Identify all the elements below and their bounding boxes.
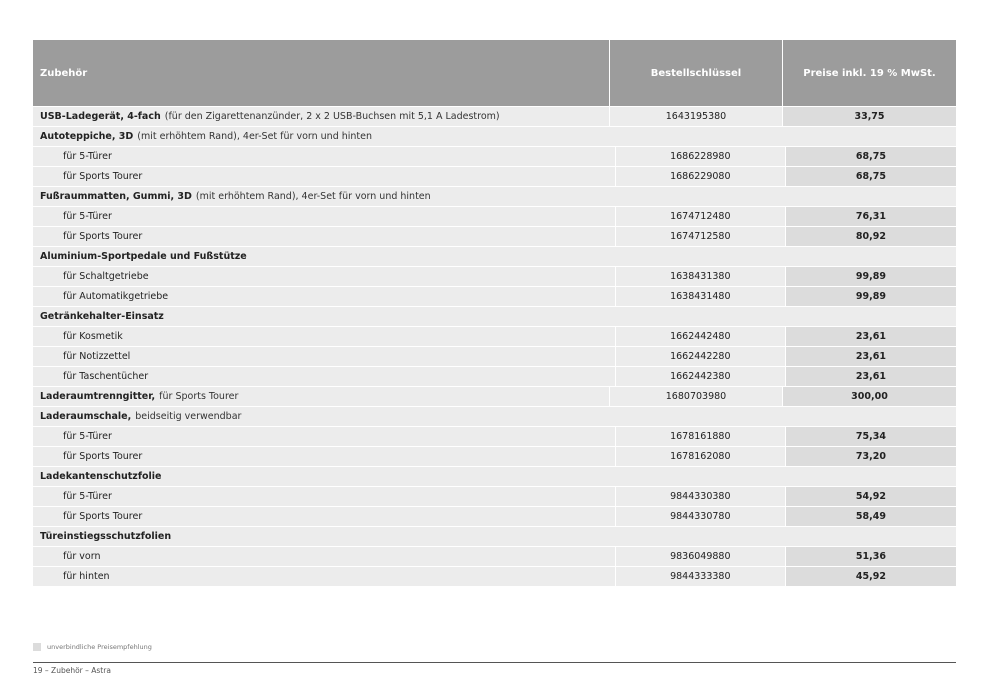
row-text: für Notizzettel <box>63 351 131 362</box>
price-cell: 73,20 <box>785 447 956 466</box>
row-label <box>33 467 609 486</box>
table-row <box>33 407 956 426</box>
table-row <box>33 287 956 306</box>
code-cell: 1678162080 <box>615 447 785 466</box>
row-label <box>48 507 615 526</box>
code-cell <box>609 307 782 326</box>
code-cell: 9836049880 <box>615 547 785 566</box>
row-text: für vorn <box>63 551 101 562</box>
row-label <box>33 527 609 546</box>
row-label <box>48 207 615 226</box>
row-label <box>48 547 615 566</box>
code-cell: 1662442280 <box>615 347 785 366</box>
row-title: Fußraummatten, Gummi, 3D <box>40 191 192 202</box>
row-title: Ladekantenschutzfolie <box>40 471 162 482</box>
row-label <box>48 327 615 346</box>
row-text: für 5-Türer <box>63 211 112 222</box>
legend <box>33 643 152 651</box>
price-cell <box>782 527 956 546</box>
code-cell: 9844330780 <box>615 507 785 526</box>
accessories-table <box>33 40 956 586</box>
price-cell: 51,36 <box>785 547 956 566</box>
price-cell <box>782 247 956 266</box>
table-row <box>33 447 956 466</box>
row-text: für Sports Tourer <box>63 231 143 242</box>
row-label <box>48 287 615 306</box>
table-row <box>33 267 956 286</box>
row-title: USB-Ladegerät, 4-fach <box>40 111 161 122</box>
row-text: für Kosmetik <box>63 331 123 342</box>
price-cell: 300,00 <box>782 387 956 406</box>
price-cell: 99,89 <box>785 287 956 306</box>
price-cell: 68,75 <box>785 167 956 186</box>
row-title: Autoteppiche, 3D <box>40 131 134 142</box>
table-row <box>33 527 956 546</box>
row-title: Getränkehalter-Einsatz <box>40 311 164 322</box>
row-label <box>48 487 615 506</box>
price-cell: 54,92 <box>785 487 956 506</box>
row-label <box>48 267 615 286</box>
header-accessory: Zubehör <box>40 67 88 79</box>
code-cell: 1674712580 <box>615 227 785 246</box>
table-row <box>33 507 956 526</box>
code-cell: 1680703980 <box>609 387 782 406</box>
code-cell: 1678161880 <box>615 427 785 446</box>
table-row <box>33 547 956 566</box>
header-order-code: Bestellschlüssel <box>609 40 782 106</box>
row-text: für 5-Türer <box>63 491 112 502</box>
code-cell: 9844333380 <box>615 567 785 586</box>
code-cell: 1686229080 <box>615 167 785 186</box>
price-cell: 80,92 <box>785 227 956 246</box>
code-cell <box>609 467 782 486</box>
table-row <box>33 147 956 166</box>
row-text: für Schaltgetriebe <box>63 271 149 282</box>
table-row <box>33 227 956 246</box>
row-text: für Sports Tourer <box>63 451 143 462</box>
price-cell: 23,61 <box>785 367 956 386</box>
row-label <box>48 347 615 366</box>
price-cell: 23,61 <box>785 327 956 346</box>
row-label <box>48 427 615 446</box>
table-row <box>33 247 956 266</box>
code-cell <box>609 127 782 146</box>
row-title: Laderaumschale, <box>40 411 132 422</box>
row-text: für hinten <box>63 571 110 582</box>
table-row <box>33 127 956 146</box>
row-label <box>48 367 615 386</box>
row-label <box>33 307 609 326</box>
table-row <box>33 367 956 386</box>
row-text: (für den Zigarettenanzünder, 2 x 2 USB-Buchsen mit 5,1 A Ladestrom) <box>164 111 500 122</box>
table-row <box>33 207 956 226</box>
table-row <box>33 567 956 586</box>
table-row <box>33 307 956 326</box>
code-cell: 1638431380 <box>615 267 785 286</box>
row-label <box>33 187 609 206</box>
row-label <box>33 407 609 426</box>
table-row <box>33 487 956 506</box>
row-text: (mit erhöhtem Rand), 4er-Set für vorn und hinten <box>137 131 373 142</box>
table-row <box>33 107 956 126</box>
price-cell <box>782 127 956 146</box>
row-text: für Taschentücher <box>63 371 149 382</box>
price-cell: 33,75 <box>782 107 956 126</box>
table-row <box>33 427 956 446</box>
row-label <box>33 107 609 126</box>
code-cell: 1662442380 <box>615 367 785 386</box>
code-cell: 1686228980 <box>615 147 785 166</box>
row-label <box>48 167 615 186</box>
row-text: für 5-Türer <box>63 151 112 162</box>
row-text: für 5-Türer <box>63 431 112 442</box>
price-cell: 75,34 <box>785 427 956 446</box>
code-cell: 1674712480 <box>615 207 785 226</box>
price-cell <box>782 307 956 326</box>
table-row <box>33 387 956 406</box>
code-cell: 1643195380 <box>609 107 782 126</box>
code-cell <box>609 187 782 206</box>
table-row <box>33 167 956 186</box>
price-cell: 45,92 <box>785 567 956 586</box>
table-row <box>33 327 956 346</box>
code-cell <box>609 407 782 426</box>
table-header <box>33 40 956 106</box>
row-text: für Sports Tourer <box>63 171 143 182</box>
footer-divider <box>33 662 956 663</box>
table-row <box>33 467 956 486</box>
table-row <box>33 347 956 366</box>
row-text: beidseitig verwendbar <box>135 411 242 422</box>
price-cell <box>782 467 956 486</box>
price-cell: 23,61 <box>785 347 956 366</box>
row-text: für Sports Tourer <box>63 511 143 522</box>
page-footer: 19 – Zubehör – Astra <box>33 666 111 675</box>
row-text: (mit erhöhtem Rand), 4er-Set für vorn und hinten <box>195 191 431 202</box>
row-label <box>48 147 615 166</box>
legend-swatch <box>33 643 41 651</box>
row-title: Laderaumtrenngitter, <box>40 391 156 402</box>
price-cell: 68,75 <box>785 147 956 166</box>
table-row <box>33 187 956 206</box>
row-title: Aluminium-Sportpedale und Fußstütze <box>40 251 247 262</box>
row-title: Türeinstiegsschutzfolien <box>40 531 172 542</box>
price-cell <box>782 187 956 206</box>
price-cell: 76,31 <box>785 207 956 226</box>
row-label <box>48 567 615 586</box>
code-cell <box>609 527 782 546</box>
code-cell <box>609 247 782 266</box>
row-label <box>33 387 609 406</box>
code-cell: 1638431480 <box>615 287 785 306</box>
row-text: für Automatikgetriebe <box>63 291 169 302</box>
header-price: Preise inkl. 19 % MwSt. <box>782 40 956 106</box>
price-cell <box>782 407 956 426</box>
code-cell: 9844330380 <box>615 487 785 506</box>
price-cell: 99,89 <box>785 267 956 286</box>
code-cell: 1662442480 <box>615 327 785 346</box>
row-text: für Sports Tourer <box>159 391 239 402</box>
legend-text: unverbindliche Preisempfehlung <box>47 643 152 651</box>
row-label <box>33 247 609 266</box>
row-label <box>48 447 615 466</box>
price-cell: 58,49 <box>785 507 956 526</box>
row-label <box>48 227 615 246</box>
row-label <box>33 127 609 146</box>
